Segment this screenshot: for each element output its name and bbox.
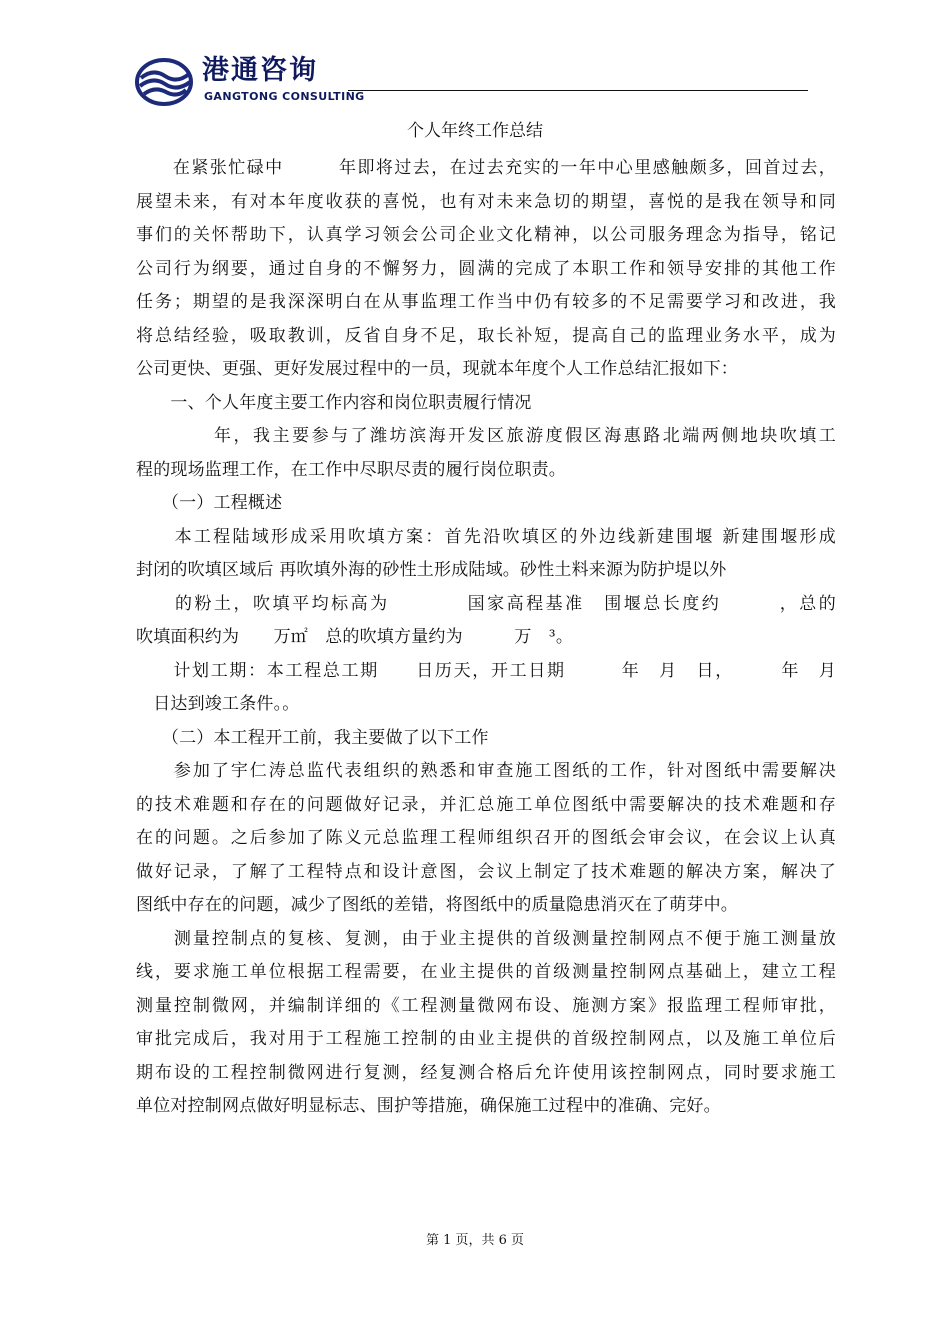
text-line: 测量控制微网，并编制详细的《工程测量微网布设、施测方案》报监理工程师审批， <box>136 995 836 1016</box>
text-line: 公司更快、更强、更好发展过程中的一员，现就本年度个人工作总结汇报如下： <box>136 359 738 379</box>
text-line: 期布设的工程控制微网进行复测，经复测合格后允许使用该控制网点，同时要求施工 <box>136 1062 836 1083</box>
page-footer: 第 1 页，共 6 页 <box>425 1233 525 1248</box>
text-line: 日达到竣工条件。。 <box>136 694 300 714</box>
text-line: 的技术难题和存在的问题做好记录，并汇总施工单位图纸中需要解决的技术难题和存 <box>136 794 836 815</box>
text-line: 封闭的吹填区域后 再吹填外海的砂性土形成陆域。砂性土料来源为防护堤以外 <box>136 560 727 580</box>
text-line: 的粉土，吹填平均标高为 国家高程基准 围堰总长度约 ，总的 <box>136 593 836 614</box>
logo-chinese-name: 港通咨询 <box>202 55 318 86</box>
text-line: 吹填面积约为 万㎡ 总的吹填方量约为 万 ³。 <box>136 627 574 647</box>
text-line: 线，要求施工单位根据工程需要，在业主提供的首级测量控制网点基础上，建立工程 <box>136 962 836 982</box>
text-line: 本工程陆域形成采用吹填方案：首先沿吹填区的外边线新建围堰 新建围堰形成 <box>136 526 836 547</box>
logo-english-name: GANGTONG CONSULTING <box>204 90 365 103</box>
text-line: （一）工程概述 <box>136 493 283 513</box>
text-line: 计划工期：本工程总工期 日历天，开工日期 年 月 日， 年 月 <box>136 660 836 681</box>
text-line: 展望未来，有对本年度收获的喜悦，也有对未来急切的期望，喜悦的是我在领导和同 <box>136 191 836 212</box>
text-line: 在的问题。之后参加了陈义元总监理工程师组织召开的图纸会审会议，在会议上认真 <box>136 828 836 848</box>
text-line: 图纸中存在的问题，减少了图纸的差错，将图纸中的质量隐患消灭在了萌芽中。 <box>136 895 738 915</box>
text-line: 审批完成后，我对用于工程施工控制的由业主提供的首级控制网点，以及施工单位后 <box>136 1029 836 1049</box>
text-line: 将总结经验，吸取教训，反省自身不足，取长补短，提高自己的监理业务水平，成为 <box>136 325 836 346</box>
text-line: 在紧张忙碌中 年即将过去，在过去充实的一年中心里感触颇多，回首过去， <box>136 158 836 178</box>
text-line: 一、个人年度主要工作内容和岗位职责履行情况 <box>136 392 532 413</box>
text-line: 程的现场监理工作，在工作中尽职尽责的履行岗位职责。 <box>136 459 566 480</box>
text-line: （二）本工程开工前，我主要做了以下工作 <box>136 727 489 748</box>
text-line: 公司行为纲要，通过自身的不懈努力，圆满的完成了本职工作和领导安排的其他工作 <box>136 258 836 279</box>
text-line: 任务；期望的是我深深明白在从事监理工作当中仍有较多的不足需要学习和改进，我 <box>136 292 836 312</box>
text-line: 单位对控制网点做好明显标志、围护等措施，确保施工过程中的准确、完好。 <box>136 1096 721 1116</box>
document-title: 个人年终工作总结 <box>407 121 543 141</box>
text-line: 年，我主要参与了潍坊滨海开发区旅游度假区海惠路北端两侧地块吹填工 <box>136 426 836 446</box>
document-body <box>136 152 836 1124</box>
text-line: 测量控制点的复核、复测，由于业主提供的首级测量控制网点不便于施工测量放 <box>136 928 836 949</box>
page-header <box>130 52 810 112</box>
header-rule <box>348 90 808 91</box>
text-line: 做好记录，了解了工程特点和设计意图，会议上制定了技术难题的解决方案，解决了 <box>136 861 836 882</box>
text-line: 参加了宇仁涛总监代表组织的熟悉和审查施工图纸的工作，针对图纸中需要解决 <box>136 761 836 781</box>
gangtong-logo-icon <box>135 58 193 106</box>
text-line: 事们的关怀帮助下，认真学习领会公司企业文化精神，以公司服务理念为指导，铭记 <box>136 225 836 245</box>
